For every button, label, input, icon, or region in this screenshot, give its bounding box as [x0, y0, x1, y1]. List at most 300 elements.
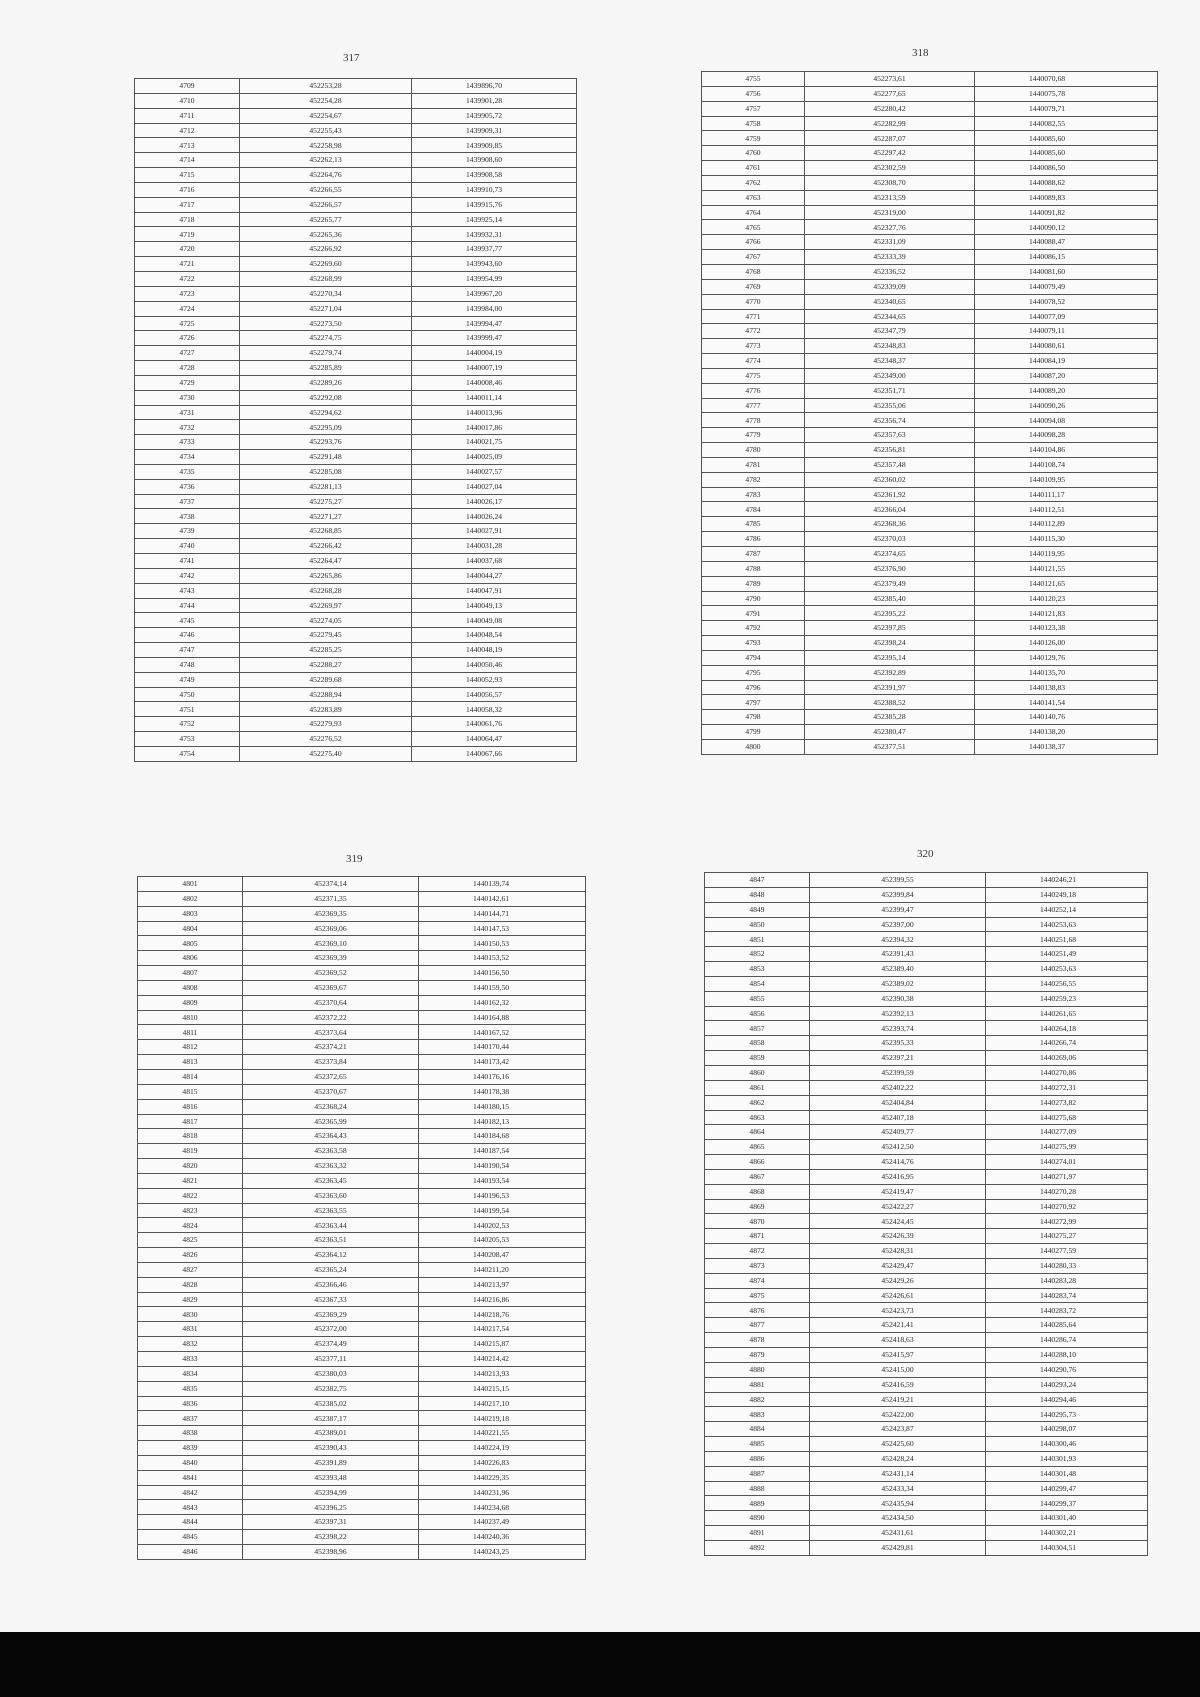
- table-row: [138, 1099, 586, 1114]
- y-coordinate: 1440119,95: [975, 547, 1158, 562]
- x-coordinate: 452291,48: [240, 450, 412, 465]
- y-coordinate: 1440139,74: [419, 877, 586, 892]
- y-coordinate: 1440007,19: [412, 361, 577, 376]
- table-row: [135, 331, 577, 346]
- table-row: [702, 636, 1158, 651]
- table-row: [705, 947, 1148, 962]
- point-number: 4749: [135, 672, 240, 687]
- x-coordinate: 452264,47: [240, 554, 412, 569]
- y-coordinate: 1440285,64: [986, 1318, 1148, 1333]
- y-coordinate: 1440221,55: [419, 1426, 586, 1441]
- x-coordinate: 452292,08: [240, 390, 412, 405]
- point-number: 4792: [702, 621, 805, 636]
- y-coordinate: 1440049,08: [412, 613, 577, 628]
- y-coordinate: 1440115,30: [975, 532, 1158, 547]
- table-row: [138, 1218, 586, 1233]
- table-row: [705, 1184, 1148, 1199]
- y-coordinate: 1440138,37: [975, 739, 1158, 754]
- x-coordinate: 452407,18: [810, 1110, 986, 1125]
- y-coordinate: 1440229,35: [419, 1470, 586, 1485]
- y-coordinate: 1440178,38: [419, 1084, 586, 1099]
- x-coordinate: 452399,84: [810, 887, 986, 902]
- table-row: [702, 383, 1158, 398]
- coordinates-table: [137, 876, 586, 1560]
- x-coordinate: 452370,64: [243, 995, 419, 1010]
- y-coordinate: 1440050,46: [412, 657, 577, 672]
- point-number: 4836: [138, 1396, 243, 1411]
- point-number: 4853: [705, 962, 810, 977]
- point-number: 4748: [135, 657, 240, 672]
- x-coordinate: 452369,29: [243, 1307, 419, 1322]
- point-number: 4736: [135, 479, 240, 494]
- point-number: 4879: [705, 1348, 810, 1363]
- x-coordinate: 452390,43: [243, 1441, 419, 1456]
- point-number: 4728: [135, 361, 240, 376]
- table-row: [138, 1055, 586, 1070]
- point-number: 4781: [702, 457, 805, 472]
- point-number: 4846: [138, 1544, 243, 1559]
- y-coordinate: 1440294,46: [986, 1392, 1148, 1407]
- x-coordinate: 452339,09: [805, 279, 975, 294]
- x-coordinate: 452380,47: [805, 725, 975, 740]
- x-coordinate: 452415,97: [810, 1348, 986, 1363]
- x-coordinate: 452385,28: [805, 710, 975, 725]
- x-coordinate: 452293,76: [240, 435, 412, 450]
- x-coordinate: 452276,52: [240, 732, 412, 747]
- point-number: 4756: [702, 86, 805, 101]
- x-coordinate: 452279,74: [240, 346, 412, 361]
- table-row: [702, 665, 1158, 680]
- point-number: 4793: [702, 636, 805, 651]
- table-row: [702, 220, 1158, 235]
- y-coordinate: 1440301,93: [986, 1451, 1148, 1466]
- y-coordinate: 1439901,28: [412, 93, 577, 108]
- y-coordinate: 1440164,88: [419, 1010, 586, 1025]
- y-coordinate: 1440089,83: [975, 190, 1158, 205]
- y-coordinate: 1440121,83: [975, 606, 1158, 621]
- page-number: 318: [912, 47, 929, 59]
- y-coordinate: 1440079,49: [975, 279, 1158, 294]
- y-coordinate: 1439999,47: [412, 331, 577, 346]
- y-coordinate: 1440147,53: [419, 921, 586, 936]
- table-row: [135, 153, 577, 168]
- point-number: 4822: [138, 1188, 243, 1203]
- y-coordinate: 1440142,61: [419, 891, 586, 906]
- y-coordinate: 1439905,72: [412, 108, 577, 123]
- y-coordinate: 1440052,93: [412, 672, 577, 687]
- y-coordinate: 1440112,89: [975, 517, 1158, 532]
- table-row: [705, 1110, 1148, 1125]
- x-coordinate: 452336,52: [805, 264, 975, 279]
- y-coordinate: 1440283,28: [986, 1273, 1148, 1288]
- point-number: 4715: [135, 168, 240, 183]
- x-coordinate: 452265,36: [240, 227, 412, 242]
- y-coordinate: 1439954,99: [412, 271, 577, 286]
- x-coordinate: 452372,22: [243, 1010, 419, 1025]
- y-coordinate: 1440182,13: [419, 1114, 586, 1129]
- table-row: [705, 991, 1148, 1006]
- x-coordinate: 452285,89: [240, 361, 412, 376]
- x-coordinate: 452273,50: [240, 316, 412, 331]
- y-coordinate: 1440079,11: [975, 324, 1158, 339]
- table-row: [702, 294, 1158, 309]
- point-number: 4855: [705, 991, 810, 1006]
- x-coordinate: 452377,11: [243, 1352, 419, 1367]
- table-row: [135, 227, 577, 242]
- point-number: 4759: [702, 131, 805, 146]
- table-row: [702, 368, 1158, 383]
- x-coordinate: 452393,74: [810, 1021, 986, 1036]
- y-coordinate: 1439943,60: [412, 257, 577, 272]
- y-coordinate: 1440251,49: [986, 947, 1148, 962]
- y-coordinate: 1440048,54: [412, 628, 577, 643]
- y-coordinate: 1440079,71: [975, 101, 1158, 116]
- x-coordinate: 452391,97: [805, 680, 975, 695]
- table-row: [705, 1451, 1148, 1466]
- table-row: [135, 123, 577, 138]
- point-number: 4738: [135, 509, 240, 524]
- x-coordinate: 452369,10: [243, 936, 419, 951]
- table-row: [135, 583, 577, 598]
- point-number: 4861: [705, 1080, 810, 1095]
- point-number: 4777: [702, 398, 805, 413]
- point-number: 4765: [702, 220, 805, 235]
- point-number: 4848: [705, 887, 810, 902]
- table-row: [702, 205, 1158, 220]
- x-coordinate: 452369,06: [243, 921, 419, 936]
- y-coordinate: 1440277,59: [986, 1244, 1148, 1259]
- y-coordinate: 1440304,51: [986, 1540, 1148, 1555]
- x-coordinate: 452366,46: [243, 1277, 419, 1292]
- x-coordinate: 452269,60: [240, 257, 412, 272]
- x-coordinate: 452266,92: [240, 242, 412, 257]
- point-number: 4829: [138, 1292, 243, 1307]
- x-coordinate: 452331,09: [805, 235, 975, 250]
- x-coordinate: 452282,99: [805, 116, 975, 131]
- table-row: [702, 398, 1158, 413]
- table-row: [135, 346, 577, 361]
- y-coordinate: 1440121,55: [975, 561, 1158, 576]
- y-coordinate: 1440275,99: [986, 1140, 1148, 1155]
- y-coordinate: 1440170,44: [419, 1040, 586, 1055]
- point-number: 4739: [135, 524, 240, 539]
- y-coordinate: 1440109,95: [975, 472, 1158, 487]
- table-row: [705, 1540, 1148, 1555]
- point-number: 4746: [135, 628, 240, 643]
- point-number: 4773: [702, 339, 805, 354]
- point-number: 4782: [702, 472, 805, 487]
- x-coordinate: 452368,24: [243, 1099, 419, 1114]
- point-number: 4864: [705, 1125, 810, 1140]
- point-number: 4874: [705, 1273, 810, 1288]
- y-coordinate: 1440064,47: [412, 732, 577, 747]
- table-row: [138, 1010, 586, 1025]
- table-row: [138, 1322, 586, 1337]
- point-number: 4887: [705, 1466, 810, 1481]
- y-coordinate: 1440167,52: [419, 1025, 586, 1040]
- table-row: [705, 962, 1148, 977]
- x-coordinate: 452416,59: [810, 1377, 986, 1392]
- point-number: 4877: [705, 1318, 810, 1333]
- point-number: 4716: [135, 182, 240, 197]
- y-coordinate: 1440280,33: [986, 1258, 1148, 1273]
- y-coordinate: 1440283,74: [986, 1288, 1148, 1303]
- y-coordinate: 1440270,86: [986, 1065, 1148, 1080]
- x-coordinate: 452391,43: [810, 947, 986, 962]
- table-row: [135, 316, 577, 331]
- x-coordinate: 452308,70: [805, 175, 975, 190]
- y-coordinate: 1439909,85: [412, 138, 577, 153]
- x-coordinate: 452428,24: [810, 1451, 986, 1466]
- y-coordinate: 1440272,31: [986, 1080, 1148, 1095]
- x-coordinate: 452347,79: [805, 324, 975, 339]
- point-number: 4791: [702, 606, 805, 621]
- y-coordinate: 1440216,86: [419, 1292, 586, 1307]
- point-number: 4882: [705, 1392, 810, 1407]
- point-number: 4869: [705, 1199, 810, 1214]
- x-coordinate: 452340,65: [805, 294, 975, 309]
- point-number: 4818: [138, 1129, 243, 1144]
- y-coordinate: 1440274,01: [986, 1155, 1148, 1170]
- point-number: 4800: [702, 739, 805, 754]
- table-row: [138, 1366, 586, 1381]
- x-coordinate: 452364,43: [243, 1129, 419, 1144]
- y-coordinate: 1440215,87: [419, 1337, 586, 1352]
- table-row: [705, 1155, 1148, 1170]
- table-row: [135, 138, 577, 153]
- y-coordinate: 1440275,68: [986, 1110, 1148, 1125]
- y-coordinate: 1440156,50: [419, 966, 586, 981]
- y-coordinate: 1439909,31: [412, 123, 577, 138]
- y-coordinate: 1440240,36: [419, 1530, 586, 1545]
- x-coordinate: 452389,02: [810, 976, 986, 991]
- point-number: 4757: [702, 101, 805, 116]
- x-coordinate: 452429,47: [810, 1258, 986, 1273]
- table-row: [705, 1511, 1148, 1526]
- y-coordinate: 1440120,23: [975, 591, 1158, 606]
- x-coordinate: 452404,84: [810, 1095, 986, 1110]
- x-coordinate: 452388,52: [805, 695, 975, 710]
- point-number: 4892: [705, 1540, 810, 1555]
- x-coordinate: 452385,02: [243, 1396, 419, 1411]
- table-row: [135, 197, 577, 212]
- y-coordinate: 1440256,55: [986, 976, 1148, 991]
- point-number: 4842: [138, 1485, 243, 1500]
- y-coordinate: 1440283,72: [986, 1303, 1148, 1318]
- y-coordinate: 1440202,53: [419, 1218, 586, 1233]
- point-number: 4860: [705, 1065, 810, 1080]
- point-number: 4827: [138, 1262, 243, 1277]
- x-coordinate: 452363,58: [243, 1144, 419, 1159]
- table-row: [705, 1496, 1148, 1511]
- y-coordinate: 1440088,47: [975, 235, 1158, 250]
- y-coordinate: 1440271,97: [986, 1169, 1148, 1184]
- table-row: [138, 1500, 586, 1515]
- table-row: [702, 457, 1158, 472]
- table-row: [138, 877, 586, 892]
- point-number: 4834: [138, 1366, 243, 1381]
- point-number: 4824: [138, 1218, 243, 1233]
- x-coordinate: 452369,39: [243, 951, 419, 966]
- x-coordinate: 452374,49: [243, 1337, 419, 1352]
- table-row: [702, 621, 1158, 636]
- x-coordinate: 452398,96: [243, 1544, 419, 1559]
- y-coordinate: 1440269,06: [986, 1051, 1148, 1066]
- table-row: [702, 131, 1158, 146]
- x-coordinate: 452382,75: [243, 1381, 419, 1396]
- table-row: [135, 732, 577, 747]
- point-number: 4734: [135, 450, 240, 465]
- x-coordinate: 452394,99: [243, 1485, 419, 1500]
- x-coordinate: 452426,61: [810, 1288, 986, 1303]
- x-coordinate: 452273,61: [805, 72, 975, 87]
- x-coordinate: 452426,39: [810, 1229, 986, 1244]
- point-number: 4847: [705, 873, 810, 888]
- x-coordinate: 452277,65: [805, 86, 975, 101]
- x-coordinate: 452416,95: [810, 1169, 986, 1184]
- x-coordinate: 452302,59: [805, 161, 975, 176]
- point-number: 4863: [705, 1110, 810, 1125]
- point-number: 4776: [702, 383, 805, 398]
- point-number: 4886: [705, 1451, 810, 1466]
- x-coordinate: 452374,65: [805, 547, 975, 562]
- x-coordinate: 452397,21: [810, 1051, 986, 1066]
- table-row: [135, 598, 577, 613]
- y-coordinate: 1440070,68: [975, 72, 1158, 87]
- y-coordinate: 1440047,91: [412, 583, 577, 598]
- y-coordinate: 1440150,53: [419, 936, 586, 951]
- x-coordinate: 452280,42: [805, 101, 975, 116]
- point-number: 4810: [138, 1010, 243, 1025]
- table-row: [135, 286, 577, 301]
- table-row: [138, 891, 586, 906]
- x-coordinate: 452363,44: [243, 1218, 419, 1233]
- x-coordinate: 452268,99: [240, 271, 412, 286]
- point-number: 4867: [705, 1169, 810, 1184]
- x-coordinate: 452398,24: [805, 636, 975, 651]
- y-coordinate: 1440253,63: [986, 962, 1148, 977]
- table-row: [702, 116, 1158, 131]
- table-row: [135, 746, 577, 761]
- point-number: 4711: [135, 108, 240, 123]
- x-coordinate: 452397,00: [810, 917, 986, 932]
- table-row: [705, 1021, 1148, 1036]
- point-number: 4812: [138, 1040, 243, 1055]
- x-coordinate: 452419,47: [810, 1184, 986, 1199]
- point-number: 4831: [138, 1322, 243, 1337]
- x-coordinate: 452289,68: [240, 672, 412, 687]
- point-number: 4752: [135, 717, 240, 732]
- x-coordinate: 452366,04: [805, 502, 975, 517]
- y-coordinate: 1440138,20: [975, 725, 1158, 740]
- y-coordinate: 1440231,96: [419, 1485, 586, 1500]
- y-coordinate: 1440017,86: [412, 420, 577, 435]
- point-number: 4721: [135, 257, 240, 272]
- y-coordinate: 1440094,08: [975, 413, 1158, 428]
- x-coordinate: 452288,94: [240, 687, 412, 702]
- point-number: 4710: [135, 93, 240, 108]
- x-coordinate: 452419,21: [810, 1392, 986, 1407]
- point-number: 4709: [135, 79, 240, 94]
- point-number: 4890: [705, 1511, 810, 1526]
- y-coordinate: 1439925,14: [412, 212, 577, 227]
- x-coordinate: 452377,51: [805, 739, 975, 754]
- y-coordinate: 1440080,61: [975, 339, 1158, 354]
- y-coordinate: 1440217,54: [419, 1322, 586, 1337]
- y-coordinate: 1439908,58: [412, 168, 577, 183]
- y-coordinate: 1440098,28: [975, 428, 1158, 443]
- table-row: [135, 450, 577, 465]
- table-row: [705, 1303, 1148, 1318]
- y-coordinate: 1440082,55: [975, 116, 1158, 131]
- table-row: [138, 995, 586, 1010]
- y-coordinate: 1440086,15: [975, 250, 1158, 265]
- table-row: [702, 725, 1158, 740]
- x-coordinate: 452271,27: [240, 509, 412, 524]
- y-coordinate: 1440264,18: [986, 1021, 1148, 1036]
- y-coordinate: 1440199,54: [419, 1203, 586, 1218]
- table-row: [705, 1466, 1148, 1481]
- table-row: [138, 1233, 586, 1248]
- point-number: 4802: [138, 891, 243, 906]
- point-number: 4859: [705, 1051, 810, 1066]
- point-number: 4878: [705, 1333, 810, 1348]
- table-row: [705, 1244, 1148, 1259]
- x-coordinate: 452356,81: [805, 443, 975, 458]
- table-row: [702, 250, 1158, 265]
- table-row: [135, 509, 577, 524]
- point-number: 4784: [702, 502, 805, 517]
- x-coordinate: 452365,24: [243, 1262, 419, 1277]
- point-number: 4741: [135, 554, 240, 569]
- table-row: [135, 628, 577, 643]
- table-row: [135, 479, 577, 494]
- x-coordinate: 452395,22: [805, 606, 975, 621]
- y-coordinate: 1440078,52: [975, 294, 1158, 309]
- table-row: [702, 502, 1158, 517]
- point-number: 4770: [702, 294, 805, 309]
- x-coordinate: 452275,27: [240, 494, 412, 509]
- scan-bottom-edge: [0, 1632, 1200, 1697]
- x-coordinate: 452294,62: [240, 405, 412, 420]
- table-row: [138, 1262, 586, 1277]
- x-coordinate: 452391,89: [243, 1455, 419, 1470]
- table-row: [705, 1481, 1148, 1496]
- point-number: 4839: [138, 1441, 243, 1456]
- x-coordinate: 452363,45: [243, 1173, 419, 1188]
- y-coordinate: 1440300,46: [986, 1437, 1148, 1452]
- x-coordinate: 452372,65: [243, 1069, 419, 1084]
- table-row: [702, 279, 1158, 294]
- point-number: 4858: [705, 1036, 810, 1051]
- table-row: [138, 1455, 586, 1470]
- point-number: 4755: [702, 72, 805, 87]
- point-number: 4833: [138, 1352, 243, 1367]
- point-number: 4838: [138, 1426, 243, 1441]
- point-number: 4817: [138, 1114, 243, 1129]
- table-row: [705, 1140, 1148, 1155]
- x-coordinate: 452279,45: [240, 628, 412, 643]
- table-row: [705, 1258, 1148, 1273]
- point-number: 4862: [705, 1095, 810, 1110]
- table-row: [138, 1337, 586, 1352]
- y-coordinate: 1440176,16: [419, 1069, 586, 1084]
- y-coordinate: 1439896,70: [412, 79, 577, 94]
- y-coordinate: 1440261,65: [986, 1006, 1148, 1021]
- point-number: 4807: [138, 966, 243, 981]
- x-coordinate: 452360,02: [805, 472, 975, 487]
- table-row: [705, 932, 1148, 947]
